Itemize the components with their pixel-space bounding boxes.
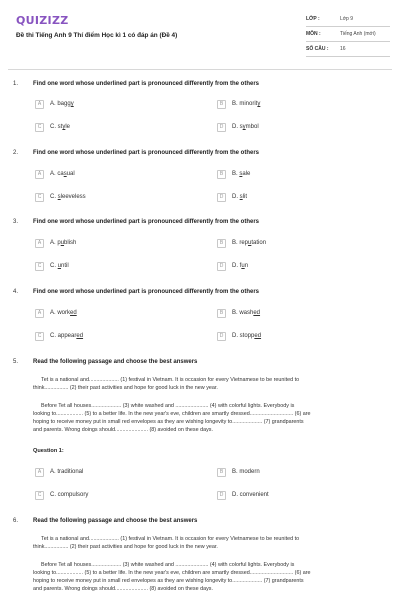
passage-line: think................ (2) their past activities and hope for good luck in the new year. [33, 544, 218, 550]
option-letter-box: C [35, 491, 44, 500]
option-letter-box: A [35, 239, 44, 248]
option-label: A. worked [50, 310, 77, 316]
option-label: D. convenient [232, 492, 269, 498]
option-label: B. minority [232, 101, 261, 107]
option-letter-box: A [35, 309, 44, 318]
question-number: 1. [13, 81, 19, 87]
meta-key: SỐ CÂU : [306, 46, 329, 52]
option-label: C. appeared [50, 333, 84, 339]
option-letter-box: D [217, 332, 226, 341]
passage-paragraph [33, 535, 388, 551]
meta-value: Tiếng Anh (mới) [340, 31, 376, 37]
option-label: A. traditional [50, 469, 84, 475]
header-divider [8, 69, 392, 70]
passage-line: think................ (2) their past activities and hope for good luck in the new year. [33, 385, 218, 391]
passage-line: Before Tet all houses.................... (3) white washed and ...................... (4) with colorful lights. Everybody is [41, 403, 295, 409]
option-label: C. sleeveless [50, 194, 86, 200]
meta-row-subject [306, 27, 390, 42]
meta-row-class [306, 12, 390, 27]
option-letter-box: B [217, 468, 226, 477]
meta-key: MÔN : [306, 31, 321, 37]
option-letter-box: B [217, 309, 226, 318]
passage-line: hoping to receive money put in small red envelopes as they are wishing longevity to.................... (7) grandparents [33, 578, 304, 584]
passage-paragraph [33, 402, 388, 434]
passage-line: hoping to receive money put in small red envelopes as they are wishing longevity to.................... (7) grandparents [33, 419, 304, 425]
passage-paragraph [33, 376, 388, 392]
question-number: 2. [13, 150, 19, 156]
passage-line: looking to.................. (5) to a better life. In the new year's eve, children are smartly dressed............................. (6) are [33, 411, 311, 417]
option-letter-box: C [35, 193, 44, 202]
option-label: B. washed [232, 310, 261, 316]
question-text: Find one word whose underlined part is pronounced differently from the others [33, 219, 260, 225]
option-label: C. style [50, 124, 71, 130]
passage-line: Tet is a national and.................... (1) festival in Vietnam. It is occasion for every Vietnamese to be reunited to [41, 377, 300, 383]
question-text: Find one word whose underlined part is pronounced differently from the others [33, 289, 260, 295]
option-label: A. publish [50, 240, 77, 246]
question-number: 4. [13, 289, 19, 295]
option-letter-box: D [217, 193, 226, 202]
passage-line: and parents. Wrong doings should...................... (8) avoided on these days. [33, 427, 213, 433]
meta-value: Lớp 9 [340, 16, 354, 22]
option-label: D. stopped [232, 333, 262, 339]
option-letter-box: D [217, 491, 226, 500]
option-letter-box: B [217, 100, 226, 109]
option-label: C. until [50, 263, 69, 269]
question-text: Read the following passage and choose the best answers [33, 518, 198, 524]
question-text: Find one word whose underlined part is pronounced differently from the others [33, 150, 260, 156]
meta-key: LỚP : [306, 16, 320, 22]
page-title: Đề thi Tiếng Anh 9 Thí điểm Học kì 1 có đáp án (Đề 4) [16, 32, 178, 39]
option-label: D. fun [232, 263, 249, 269]
option-letter-box: A [35, 170, 44, 179]
option-label: B. modern [232, 469, 260, 475]
passage-paragraph [33, 561, 388, 593]
sub-question-label: Question 1: [33, 448, 64, 454]
meta-value: 16 [340, 46, 346, 52]
option-letter-box: C [35, 262, 44, 271]
option-label: D. symbol [232, 124, 259, 130]
question-text: Find one word whose underlined part is pronounced differently from the others [33, 81, 260, 87]
option-letter-box: B [217, 239, 226, 248]
option-label: B. sale [232, 171, 251, 177]
option-letter-box: A [35, 468, 44, 477]
meta-panel [306, 12, 390, 57]
option-label: D. slit [232, 194, 248, 200]
option-letter-box: D [217, 123, 226, 132]
option-label: B. reputation [232, 240, 267, 246]
option-letter-box: B [217, 170, 226, 179]
passage-line: Before Tet all houses.................... (3) white washed and ...................... (4) with colorful lights. Everybody is [41, 562, 295, 568]
option-label: A. baggy [50, 101, 74, 107]
quizizz-logo: QUIZIZZ [16, 14, 69, 27]
meta-row-count [306, 42, 390, 57]
option-label: C. compulsory [50, 492, 89, 498]
option-letter-box: A [35, 100, 44, 109]
question-number: 3. [13, 219, 19, 225]
passage-line: and parents. Wrong doings should...................... (8) avoided on these days. [33, 586, 213, 592]
option-letter-box: C [35, 332, 44, 341]
option-label: A. casual [50, 171, 75, 177]
option-letter-box: D [217, 262, 226, 271]
option-letter-box: C [35, 123, 44, 132]
passage-line: Tet is a national and.................... (1) festival in Vietnam. It is occasion for every Vietnamese to be reunited to [41, 536, 300, 542]
question-text: Read the following passage and choose the best answers [33, 359, 198, 365]
question-number: 6. [13, 518, 19, 524]
passage-line: looking to.................. (5) to a better life. In the new year's eve, children are smartly dressed............................. (6) are [33, 570, 311, 576]
question-number: 5. [13, 359, 19, 365]
